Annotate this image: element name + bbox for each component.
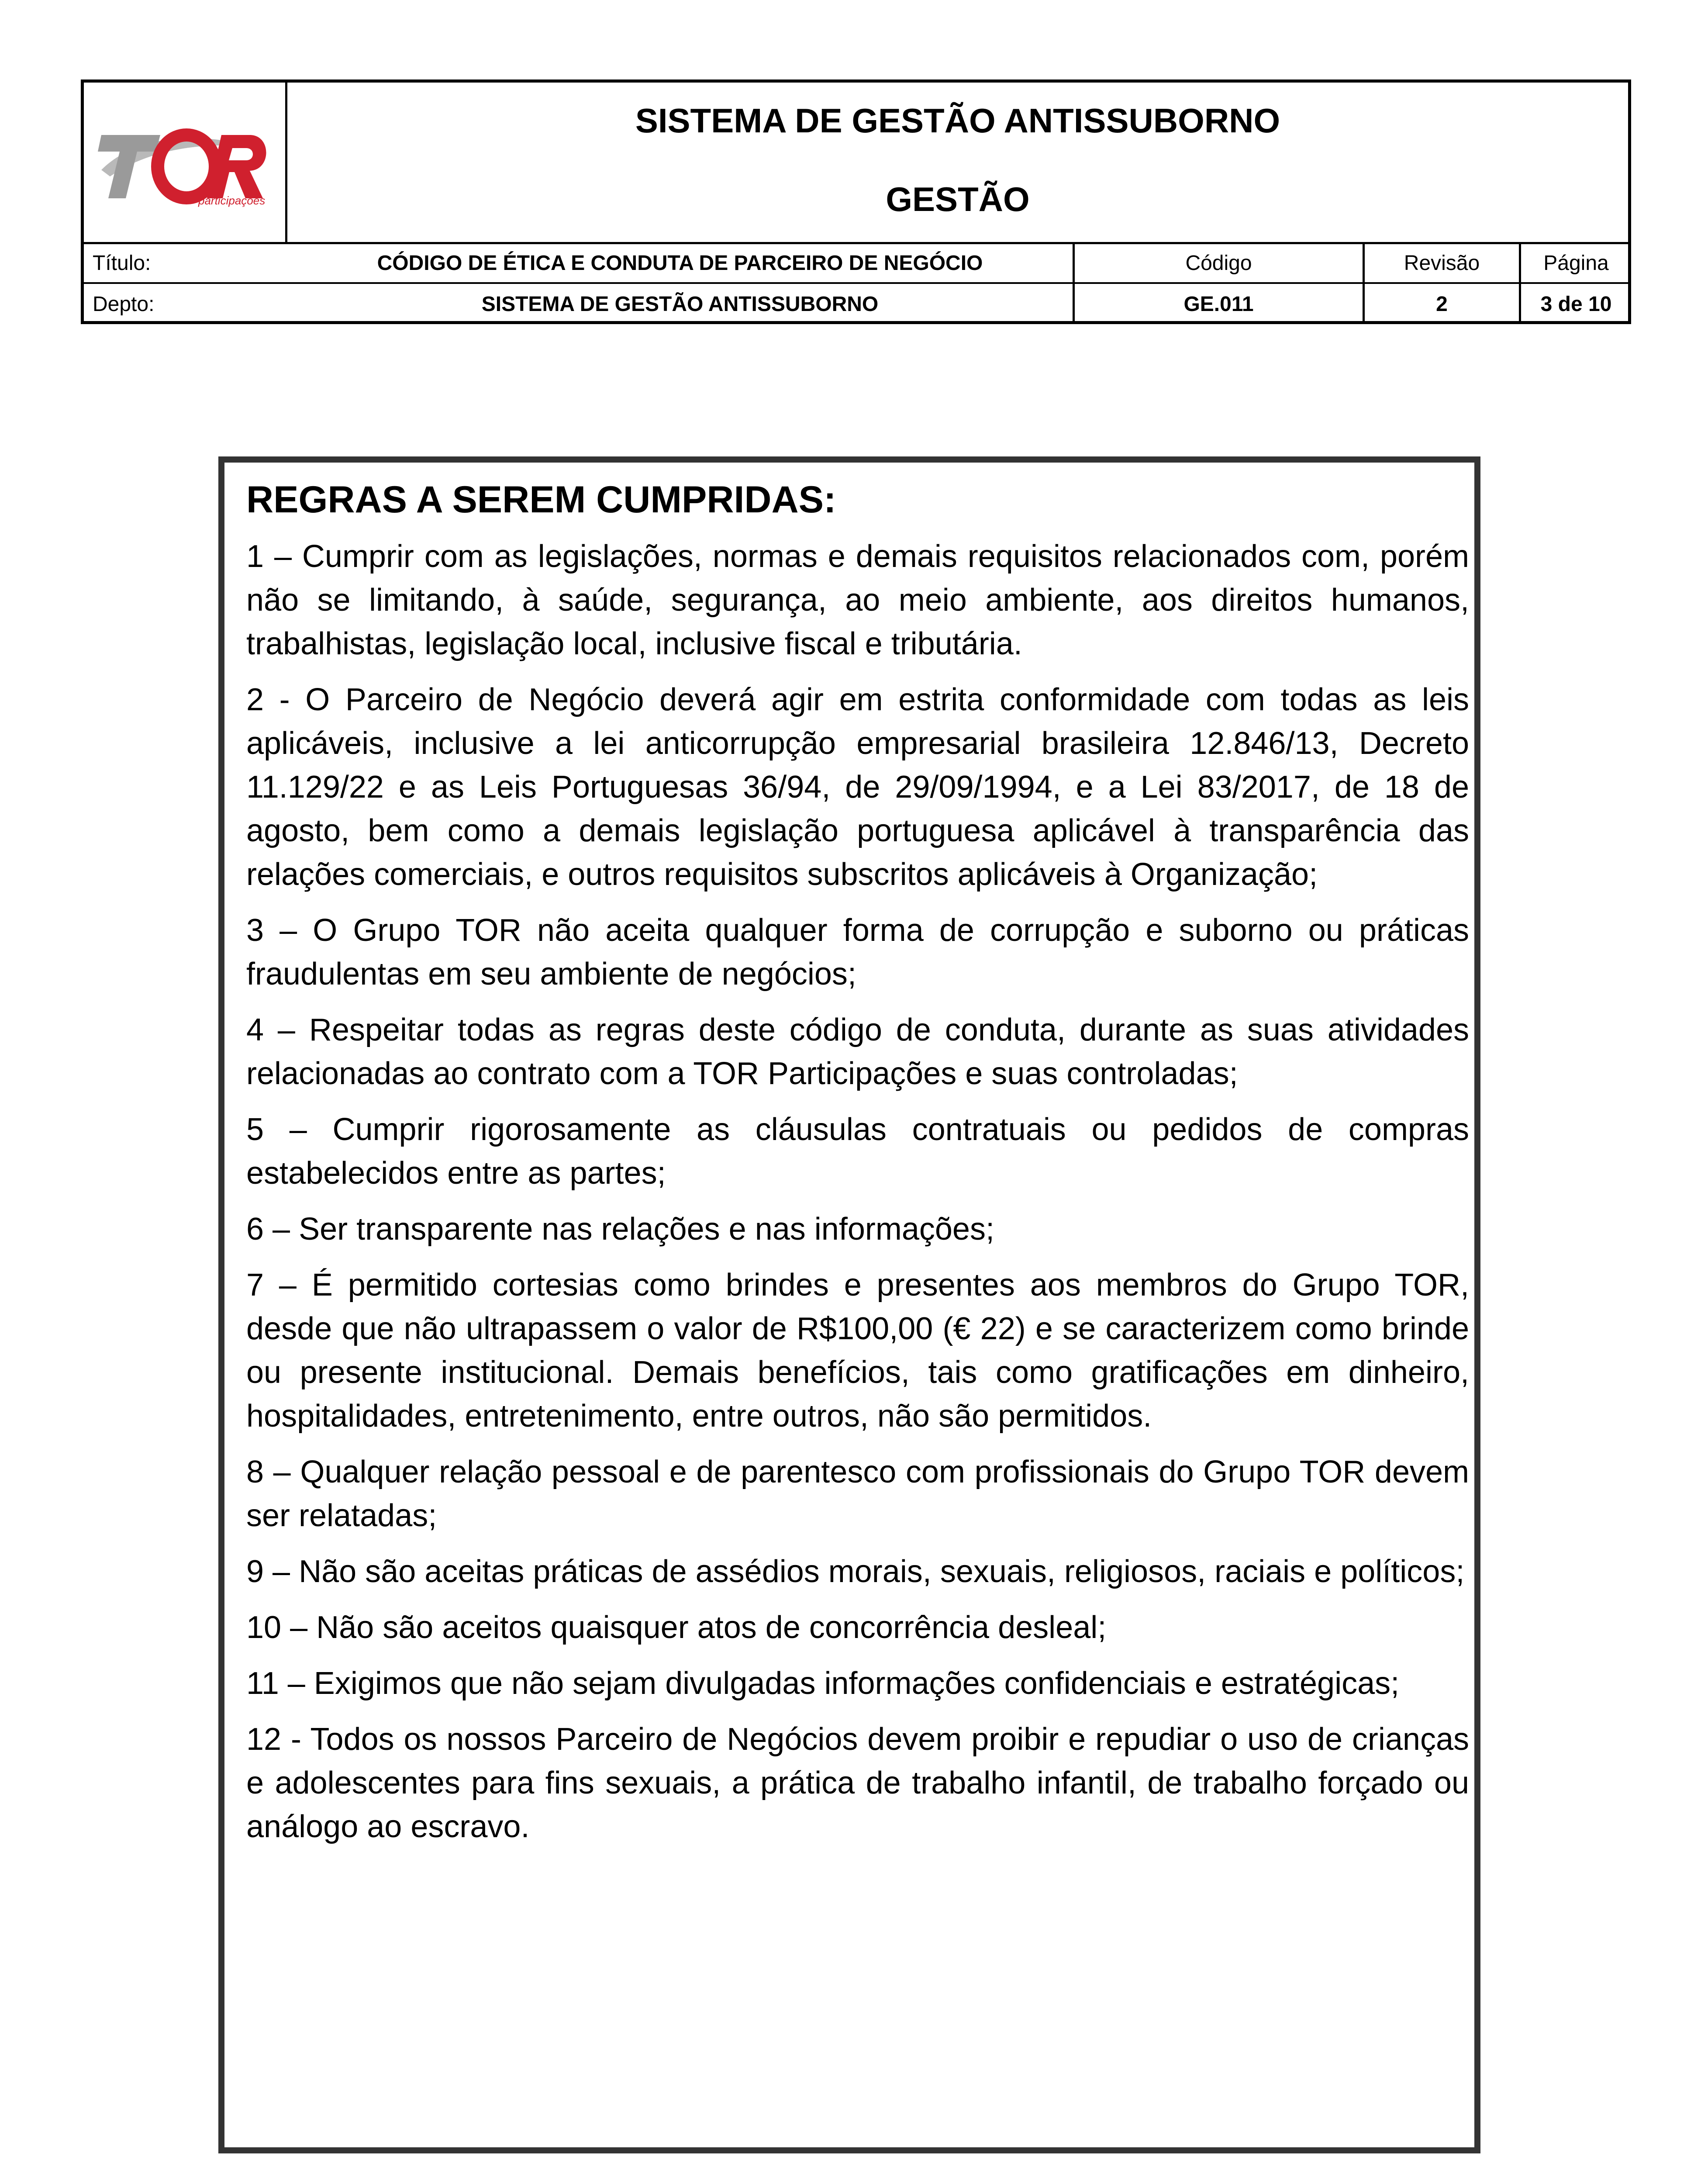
logo-cell	[84, 83, 287, 242]
rule-item: 3 – O Grupo TOR não aceita qualquer forma de corrupção e suborno ou práticas fraudulentas em seu ambiente de negócios;	[246, 913, 1469, 992]
code-header: Código	[1073, 244, 1363, 282]
document-header	[81, 79, 1631, 324]
title-value: CÓDIGO DE ÉTICA E CONDUTA DE PARCEIRO DE NEGÓCIO	[377, 252, 983, 275]
rule-item: 4 – Respeitar todas as regras deste código de conduta, durante as suas atividades relacionadas ao contrato com a TOR Participações e suas controladas;	[246, 1013, 1469, 1091]
logo-subtext: participações	[198, 194, 266, 207]
page-value: 3 de 10	[1519, 284, 1631, 324]
title-label: Título:	[93, 252, 151, 275]
rule-item: 9 – Não são aceitas práticas de assédios morais, sexuais, religiosos, raciais e políticos;	[246, 1554, 1465, 1589]
rule-item: 1 – Cumprir com as legislações, normas e demais requisitos relacionados com, porém não se limitando, à saúde, segurança, ao meio ambiente, aos direitos humanos, trabalhistas, legislação local, inclusive fiscal e tributária.	[246, 539, 1469, 661]
header-row-department	[84, 284, 1628, 324]
rule-item: 10 – Não são aceitos quaisquer atos de concorrência desleal;	[246, 1610, 1107, 1645]
rules-content	[246, 478, 1469, 1861]
rule-item: 7 – É permitido cortesias como brindes e presentes aos membros do Grupo TOR, desde que não ultrapassem o valor de R$100,00 (€ 22) e se caracterizem como brinde ou presente institucional. Demais benefícios, tais como gratificações em dinheiro, hospitalidades, entretenimento, entre outros, não são permitidos.	[246, 1268, 1469, 1434]
revision-value: 2	[1363, 284, 1519, 324]
header-info-rows	[84, 244, 1628, 324]
rule-item: 5 – Cumprir rigorosamente as cláusulas contratuais ou pedidos de compras estabelecidos entre as partes;	[246, 1112, 1469, 1191]
page-header: Página	[1519, 244, 1631, 282]
code-value: GE.011	[1073, 284, 1363, 324]
rule-item: 12 - Todos os nossos Parceiro de Negócios devem proibir e repudiar o uso de crianças e adolescentes para fins sexuais, a prática de trabalho infantil, de trabalho forçado ou análogo ao escravo.	[246, 1722, 1469, 1844]
revision-header: Revisão	[1363, 244, 1519, 282]
system-title: SISTEMA DE GESTÃO ANTISSUBORNO	[635, 101, 1280, 140]
rule-item: 8 – Qualquer relação pessoal e de parentesco com profissionais do Grupo TOR devem ser relatadas;	[246, 1455, 1469, 1533]
system-subtitle: GESTÃO	[886, 180, 1030, 218]
department-value: SISTEMA DE GESTÃO ANTISSUBORNO	[481, 292, 879, 316]
rule-item: 6 – Ser transparente nas relações e nas informações;	[246, 1212, 994, 1247]
rules-box	[218, 456, 1480, 2153]
rule-item: 11 – Exigimos que não sejam divulgadas informações confidenciais e estratégicas;	[246, 1666, 1400, 1701]
header-row-title	[84, 244, 1628, 284]
department-label: Depto:	[93, 292, 155, 316]
rules-heading: REGRAS A SEREM CUMPRIDAS:	[246, 479, 836, 521]
header-top	[84, 83, 1628, 244]
company-logo	[84, 83, 285, 241]
title-cell	[287, 83, 1628, 242]
rule-item: 2 - O Parceiro de Negócio deverá agir em estrita conformidade com todas as leis aplicáveis, inclusive a lei anticorrupção empresarial brasileira 12.846/13, Decreto 11.129/22 e as Leis Portuguesas 36/94, de 29/09/1994, e a Lei 83/2017, de 18 de agosto, bem como a demais legislação portuguesa aplicável à transparência das relações comerciais, e outros requisitos subscritos aplicáveis à Organização;	[246, 682, 1469, 892]
